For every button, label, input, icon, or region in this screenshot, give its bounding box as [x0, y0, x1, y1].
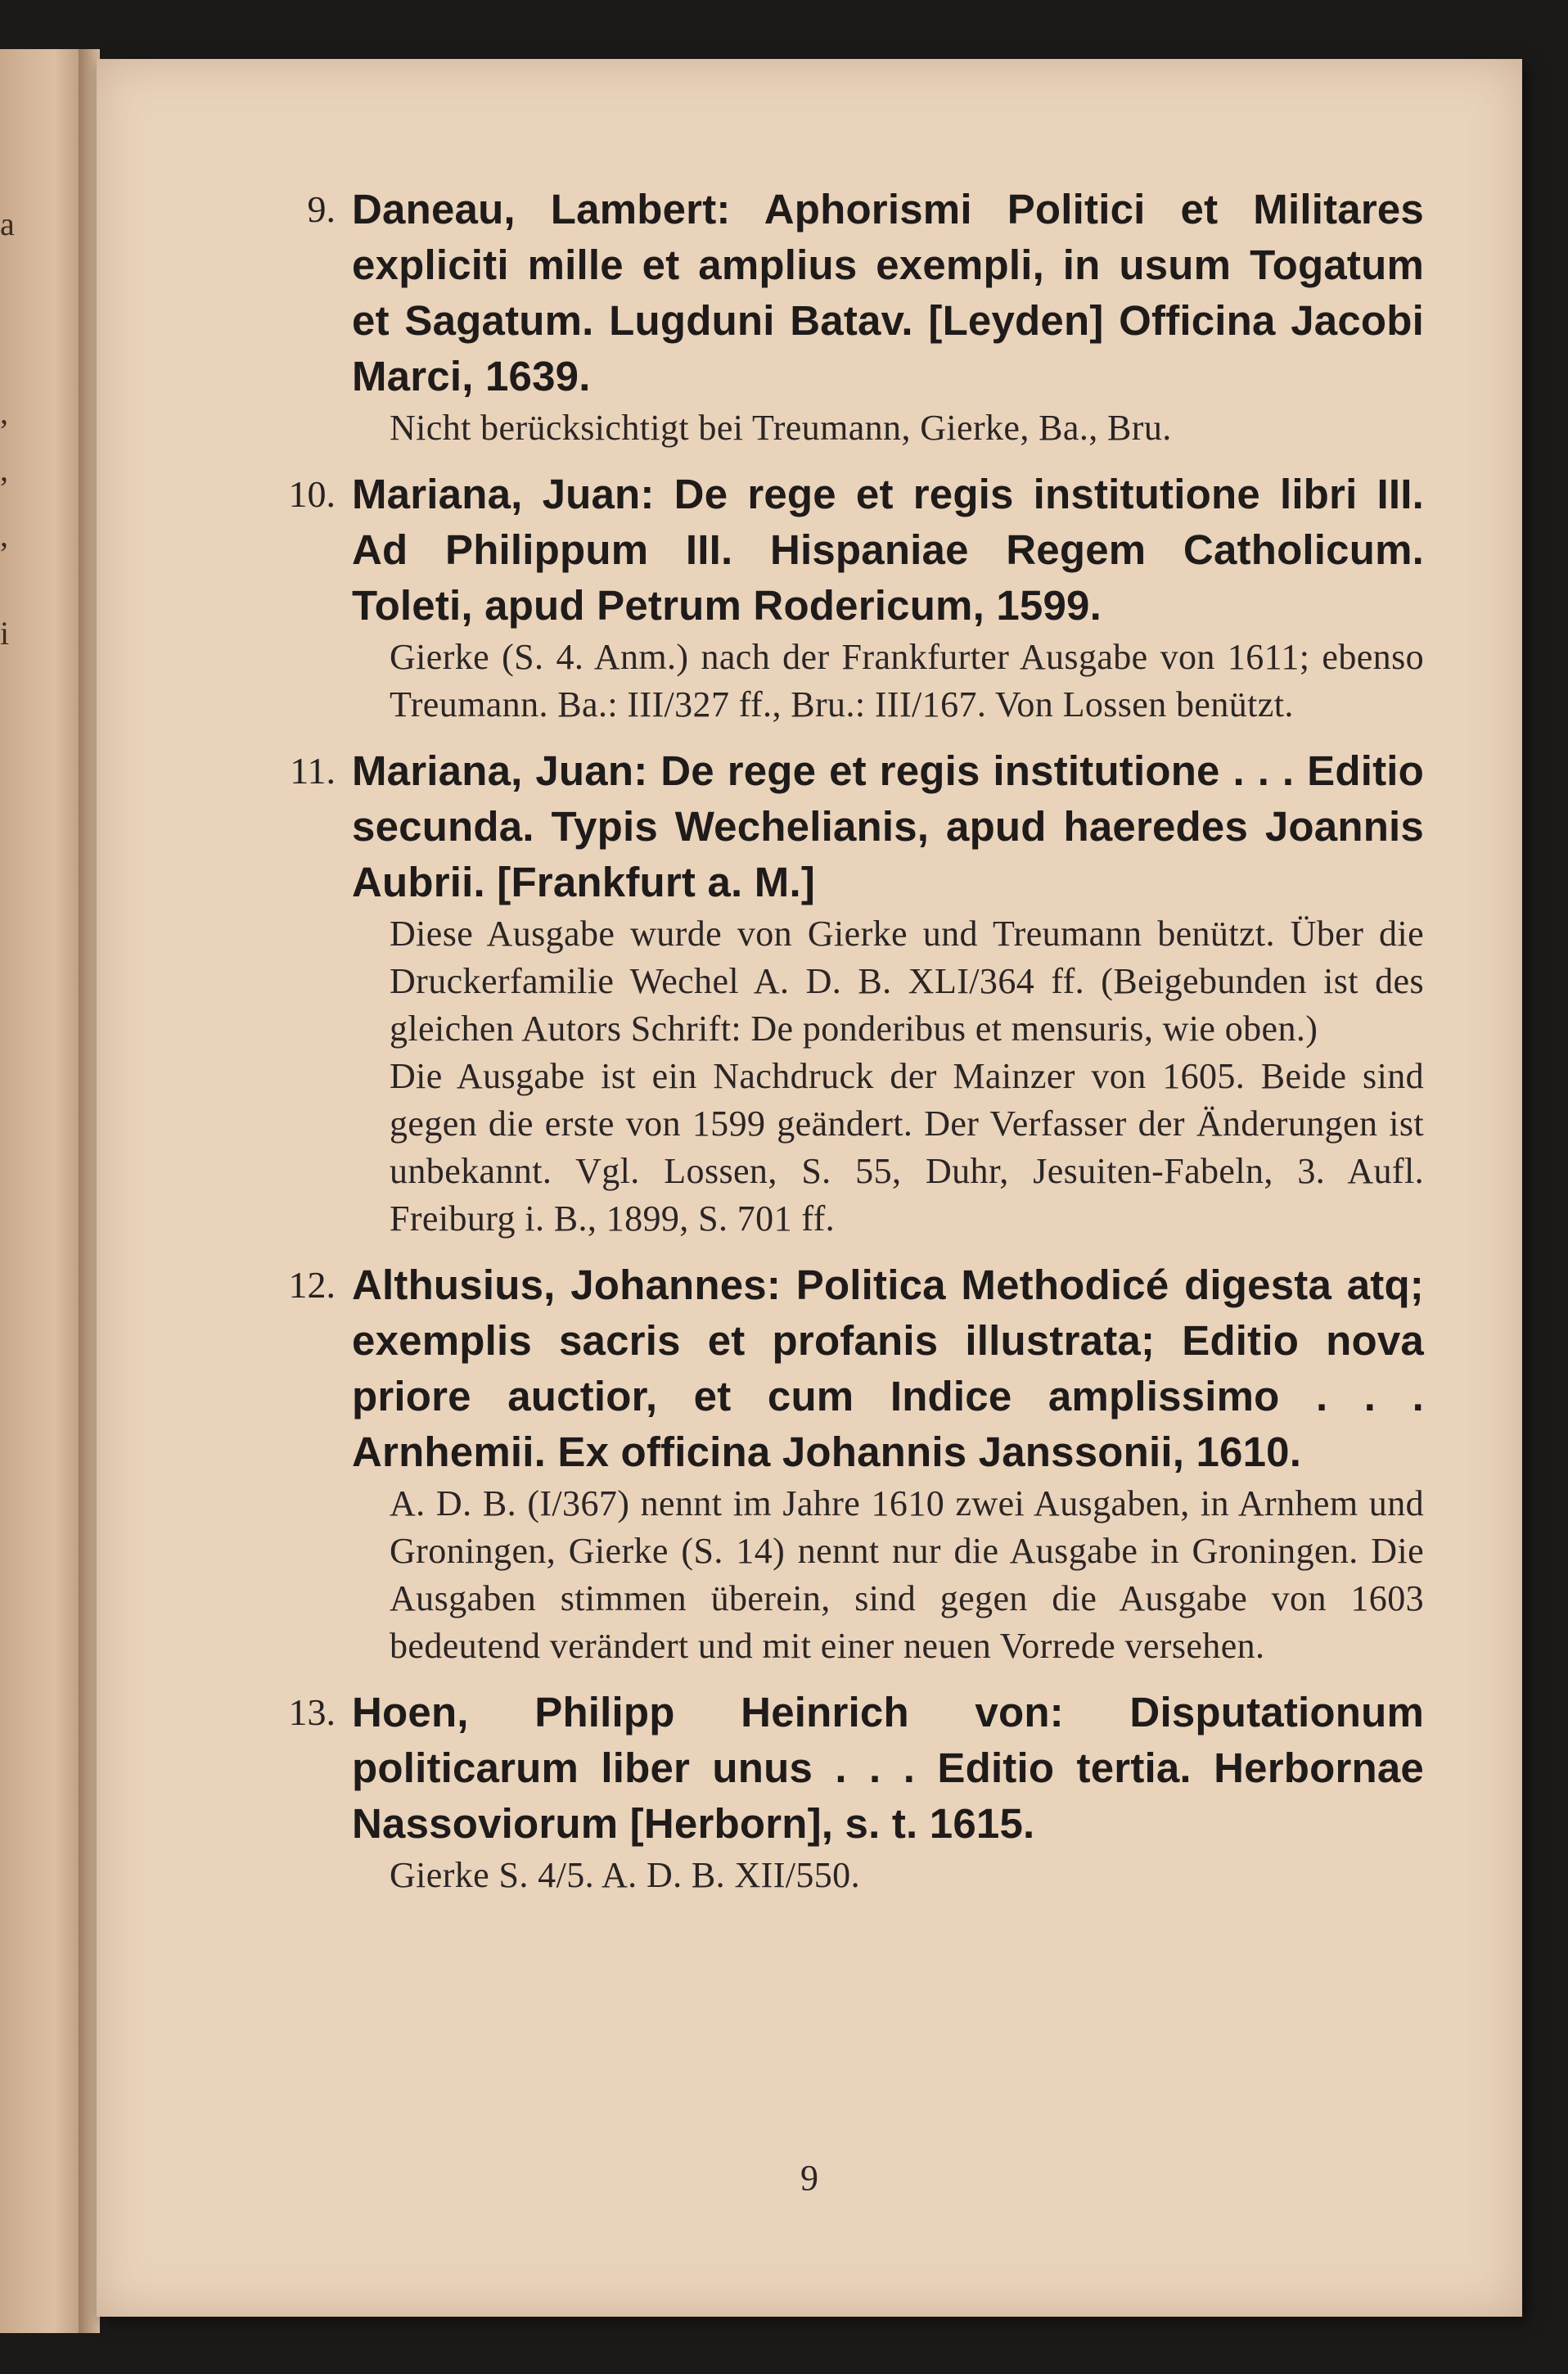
page-number: 9 — [800, 2158, 818, 2198]
bibliography-entry-13 — [246, 1685, 1424, 1899]
entry-title: Mariana, Juan: De rege et regis institutione . . . Editio secunda. Typis Wechelianis, apud haeredes Joannis Aubrii. [Frankfurt a. M.] — [352, 747, 1424, 905]
entry-title: Daneau, Lambert: Aphorismi Politici et Militares expliciti mille et amplius exempli, in usum Togatum et Sagatum. Lugduni Batav. [Leyden] Officina Jacobi Marci, 1639. — [352, 186, 1424, 399]
entry-note: Nicht berücksichtigt bei Treumann, Gierke, Ba., Bru. — [390, 408, 1172, 448]
left-margin-mark: i — [0, 615, 10, 652]
entry-note: Die Ausgabe ist ein Nachdruck der Mainzer von 1605. Beide sind gegen die erste von 1599 geändert. Der Verfasser der Änderungen ist unbekannt. Vgl. Lossen, S. 55, Duhr, Jesuiten-Fabeln, 3. Aufl. Freiburg i. B., 1899, S. 701 ff. — [390, 1056, 1424, 1239]
entry-number: 12. — [288, 1264, 336, 1306]
left-margin-mark: , — [0, 394, 8, 431]
bibliography-entry-12 — [246, 1257, 1424, 1670]
left-margin-mark: , — [0, 451, 8, 488]
book-page — [97, 59, 1522, 2317]
left-margin-mark: a — [0, 205, 15, 242]
bibliography-entry-9 — [246, 182, 1424, 452]
entry-note: Gierke (S. 4. Anm.) nach der Frankfurter Ausgabe von 1611; ebenso Treumann. Ba.: III/327 ff., Bru.: III/167. Von Lossen benützt. — [390, 637, 1424, 724]
bibliography-list — [246, 182, 1424, 1914]
entry-title: Hoen, Philipp Heinrich von: Disputationum politicarum liber unus . . . Editio tertia. Herbornae Nassoviorum [Herborn], s. t. 1615. — [352, 1689, 1424, 1847]
entry-number: 9. — [307, 188, 336, 230]
entry-number: 10. — [288, 473, 336, 515]
entry-title: Althusius, Johannes: Politica Methodicé digesta atq; exemplis sacris et profanis illustrata; Editio nova priore auctior, et cum Indice amplissimo . . . Arnhemii. Ex officina Johannis Janssonii, 1610. — [352, 1261, 1424, 1475]
left-facing-page — [0, 49, 90, 2333]
entry-number: 11. — [290, 750, 336, 792]
entry-number: 13. — [288, 1691, 336, 1733]
left-margin-mark: , — [0, 517, 8, 553]
bibliography-entry-11 — [246, 743, 1424, 1243]
entry-title: Mariana, Juan: De rege et regis institutione libri III. Ad Philippum III. Hispaniae Regem Catholicum. Toleti, apud Petrum Rodericum, 1599. — [352, 471, 1424, 629]
entry-note: Diese Ausgabe wurde von Gierke und Treumann benützt. Über die Druckerfamilie Wechel A. D. B. XLI/364 ff. (Beigebunden ist des gleichen Autors Schrift: De ponderibus et mensuris, wie oben.) — [390, 914, 1424, 1049]
entry-note: A. D. B. (I/367) nennt im Jahre 1610 zwei Ausgaben, in Arnhem und Groningen, Gierke (S. 14) nennt nur die Ausgabe in Groningen. Die Ausgaben stimmen überein, sind gegen die Ausgabe von 1603 bedeutend verändert und mit einer neuen Vorrede versehen. — [390, 1483, 1424, 1666]
bibliography-entry-10 — [246, 467, 1424, 729]
entry-note: Gierke S. 4/5. A. D. B. XII/550. — [390, 1855, 860, 1895]
